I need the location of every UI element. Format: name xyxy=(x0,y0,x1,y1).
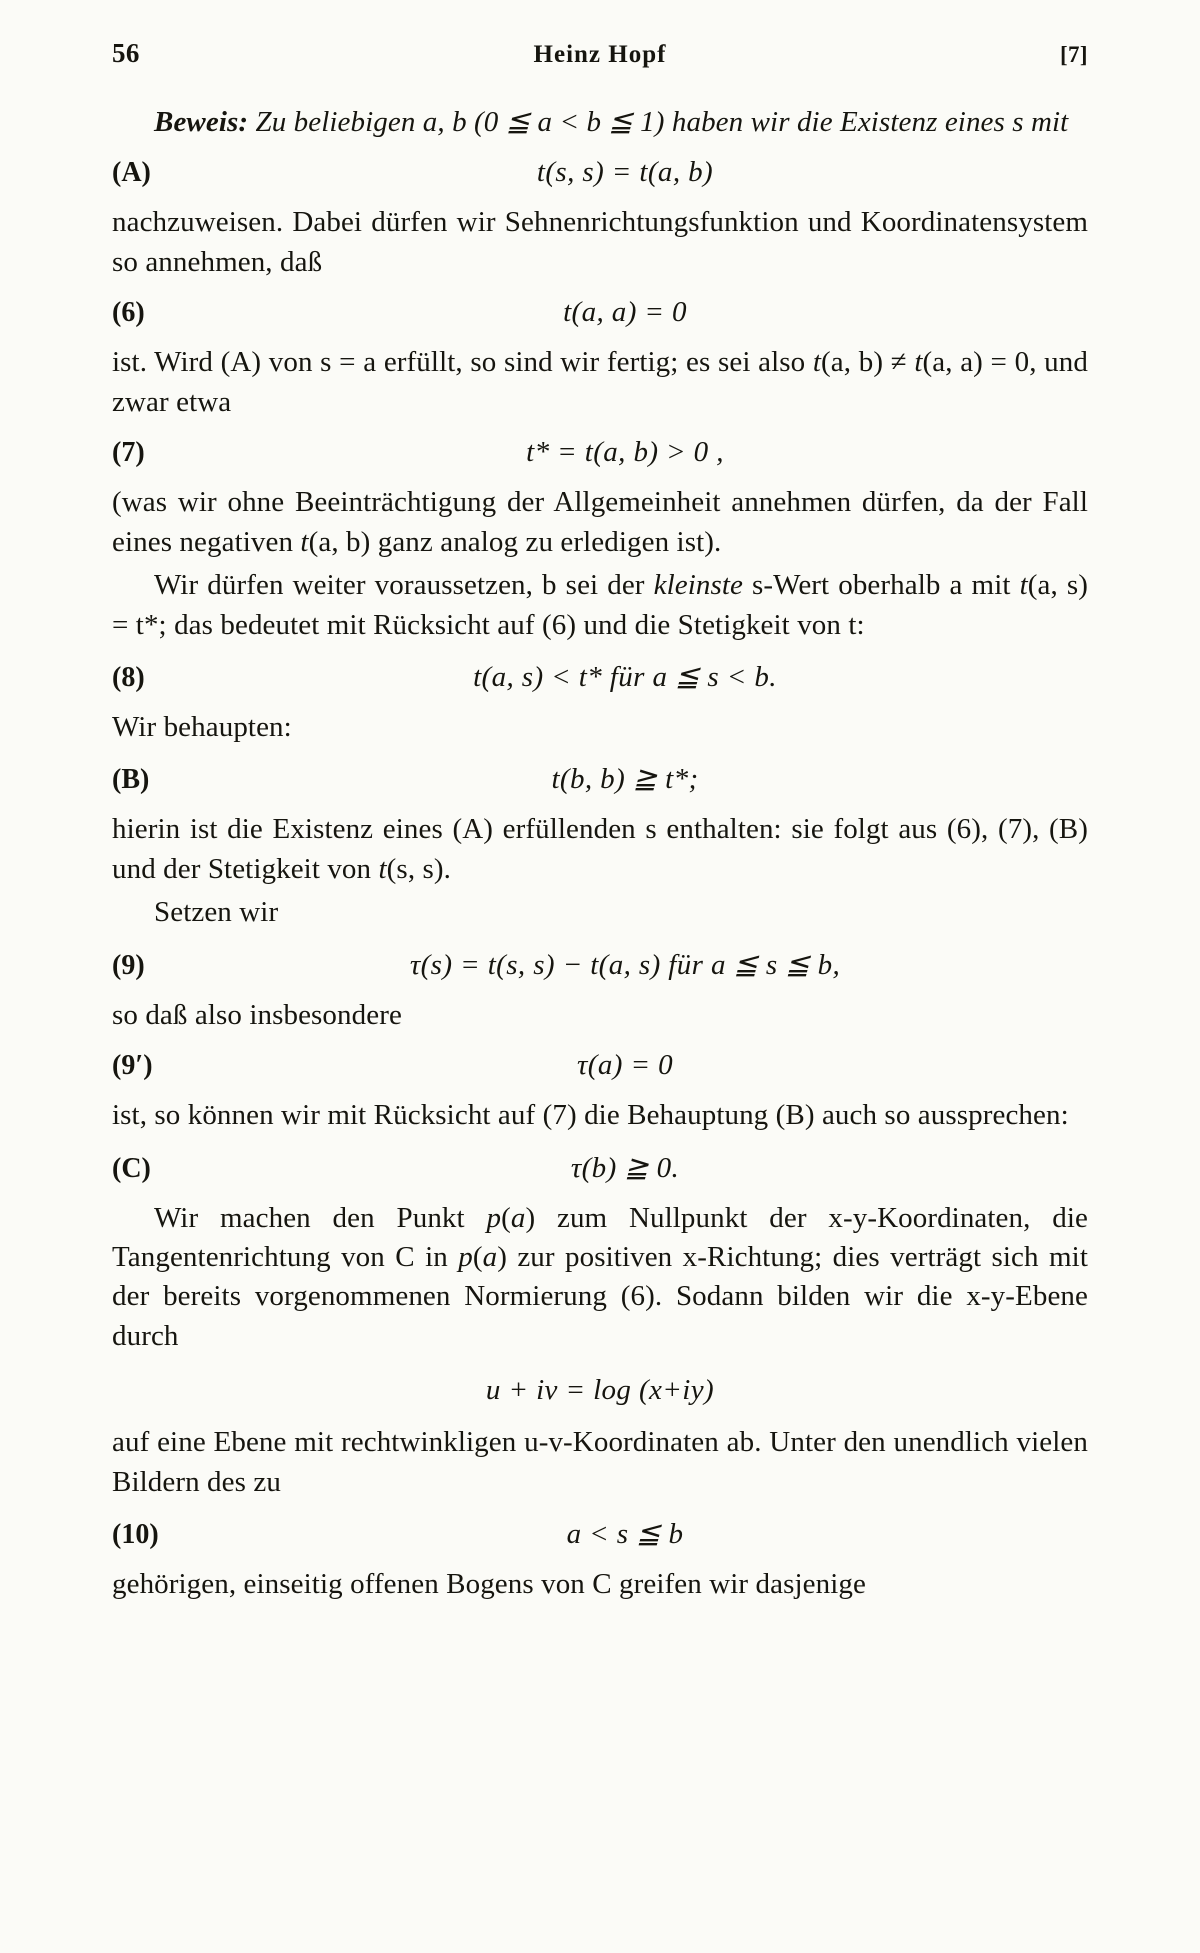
equation-6-body: t(a, a) = 0 xyxy=(563,296,687,329)
section-bracket: [7] xyxy=(1059,42,1088,67)
equation-C xyxy=(112,1150,1088,1185)
equation-C-body: τ(b) ≧ 0. xyxy=(570,1151,680,1184)
paragraph-ist-wird: ist. Wird (A) von s = a erfüllt, so sind wir fertig; es sei also t(a, b) ≠ t(a, a) = 0, und zwar etwa xyxy=(112,346,1088,418)
beweis-label: Beweis: xyxy=(154,106,249,138)
paragraph-beweis xyxy=(112,103,1088,142)
equation-9-body: τ(s) = t(s, s) − t(a, s) für a ≦ s ≦ b, xyxy=(409,948,841,981)
equation-7-body: t* = t(a, b) > 0 , xyxy=(526,436,724,469)
equation-A-tag: (A) xyxy=(112,157,151,189)
equation-8-body: t(a, s) < t* für a ≦ s < b. xyxy=(473,660,777,693)
equation-A xyxy=(112,156,1088,189)
equation-9-prime-body: τ(a) = 0 xyxy=(577,1049,673,1082)
paragraph-nachzuweisen: nachzuweisen. Dabei dürfen wir Sehnenrichtungsfunktion und Koordinatensystem so annehmen, daß xyxy=(112,206,1088,278)
equation-8 xyxy=(112,659,1088,694)
running-head xyxy=(112,38,1088,69)
equation-10-body: a < s ≦ b xyxy=(566,1518,684,1551)
paragraph-hierin: hierin ist die Existenz eines (A) erfüllenden s enthalten: sie folgt aus (6), (7), (B) und der Stetigkeit von t(s, s). xyxy=(112,813,1088,885)
equation-9-prime-tag: (9′) xyxy=(112,1050,153,1082)
equation-6-tag: (6) xyxy=(112,297,145,329)
equation-7 xyxy=(112,436,1088,469)
paragraph-wir-machen: Wir machen den Punkt p(a) zum Nullpunkt der x-y-Koordinaten, die Tangentenrichtung von C in p(a) zur positiven x-Richtung; dies verträgt sich mit der bereits vorgenommenen Normierung (6). Sodann bilden wir die x-y-Ebene durch xyxy=(112,1201,1088,1352)
equation-9-tag: (9) xyxy=(112,949,145,981)
equation-log: u + iv = log (x+iy) xyxy=(485,1374,715,1407)
equation-B xyxy=(112,761,1088,796)
equation-10-tag: (10) xyxy=(112,1519,159,1551)
paragraph-was-wir-ohne: (was wir ohne Beeinträchtigung der Allgemeinheit annehmen dürfen, da der Fall eines negativen t(a, b) ganz analog zu erledigen ist). xyxy=(112,486,1088,558)
equation-9 xyxy=(112,947,1088,982)
equation-10 xyxy=(112,1516,1088,1551)
paragraph-setzen-wir: Setzen wir xyxy=(154,896,279,929)
paragraph-gehoerigen: gehörigen, einseitig offenen Bogens von C greifen wir dasjenige xyxy=(112,1568,866,1601)
running-author: Heinz Hopf xyxy=(533,41,667,68)
equation-7-tag: (7) xyxy=(112,437,145,469)
equation-8-tag: (8) xyxy=(112,661,145,693)
paragraph-wir-behaupten: Wir behaupten: xyxy=(112,710,292,743)
equation-A-body: t(s, s) = t(a, b) xyxy=(536,156,714,189)
paragraph-ist-so-koennen: ist, so können wir mit Rücksicht auf (7) die Behauptung (B) auch so aussprechen: xyxy=(112,1099,1069,1132)
equation-6 xyxy=(112,296,1088,329)
equation-9-prime xyxy=(112,1049,1088,1082)
paragraph-wir-duerfen: Wir dürfen weiter voraussetzen, b sei der kleinste s-Wert oberhalb a mit t(a, s) = t*; das bedeutet mit Rücksicht auf (6) und die Stetigkeit von t: xyxy=(112,569,1088,641)
paragraph-so-dass: so daß also insbesondere xyxy=(112,998,402,1031)
equation-B-tag: (B) xyxy=(112,764,150,796)
paragraph-auf-eine-ebene: auf eine Ebene mit rechtwinkligen u-v-Koordinaten ab. Unter den unendlich vielen Bildern des zu xyxy=(112,1426,1088,1498)
paragraph-beweis-text: Zu beliebigen a, b (0 ≦ a < b ≦ 1) haben wir die Existenz eines s mit xyxy=(248,106,1069,138)
equation-B-body: t(b, b) ≧ t*; xyxy=(551,763,699,796)
equation-C-tag: (C) xyxy=(112,1152,151,1184)
page-number: 56 xyxy=(112,38,140,68)
